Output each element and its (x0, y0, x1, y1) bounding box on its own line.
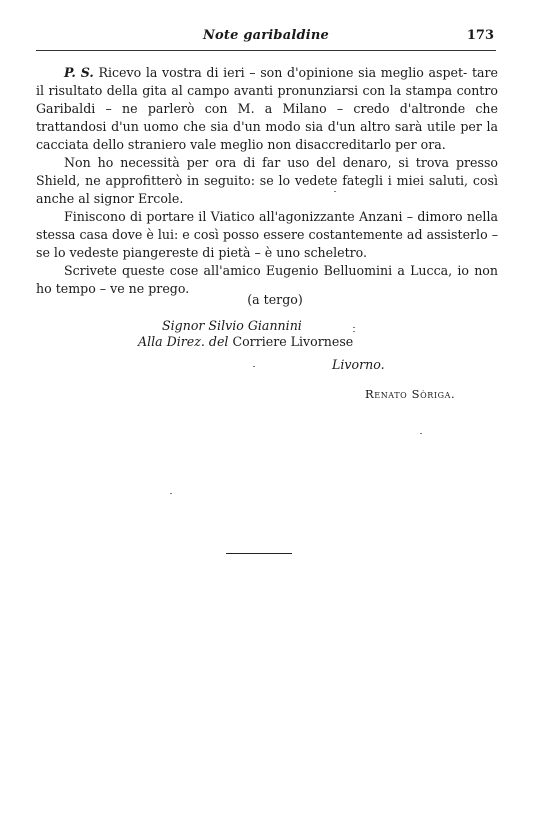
running-title: Note garibaldine (202, 28, 330, 43)
address-direz: Alla Direz. del (138, 334, 229, 349)
print-speck (253, 366, 255, 367)
verso-label: (a tergo) (247, 292, 303, 307)
paragraph-denaro (36, 154, 498, 208)
text-line: non ho tempo – ve ne prego. (36, 263, 498, 296)
text-line: Scrivete queste cose all'amico Eugenio Belluomini a Lucca, io (64, 263, 469, 278)
paragraph-anzani (36, 208, 498, 262)
page-header (36, 28, 496, 48)
print-speck (353, 331, 355, 332)
text-line: così anche al signor Ercole. (36, 173, 498, 206)
text-line: assisterlo – se lo vedeste piangereste di pietà – è uno scheletro. (36, 227, 499, 260)
paragraph-ps (36, 64, 498, 154)
text-line: trattandosi d'un uomo che sia d'un modo sia d'un altro sarà utile (36, 119, 456, 134)
address-city: Livorno. (332, 357, 385, 372)
print-speck (353, 327, 355, 328)
address-paper-name: Corriere Livornese (228, 334, 354, 349)
text-line: Non ho necessità per ora di far uso del denaro, si trova presso (64, 155, 498, 170)
text-line: tare il risultato della gita al campo avanti pronunziarsi con la stampa (36, 65, 498, 98)
header-rule (36, 50, 496, 51)
text-line: contro Garibaldi – ne parlerò con M. a Milano – credo d'altronde che (36, 83, 498, 116)
letter-body (36, 64, 498, 298)
address-recipient: Signor Silvio Giannini (162, 318, 302, 333)
text-line: nella stessa casa dove è lui: e così posso essere costantemente ad (36, 209, 498, 242)
address-newspaper (138, 334, 353, 349)
print-speck (334, 191, 336, 192)
text-line: per la cacciata dello straniero vale meglio non disaccreditarlo per ora. (36, 119, 498, 152)
print-speck (420, 433, 422, 434)
page-number: 173 (466, 28, 494, 43)
text-line: Shield, ne approfitterò in seguito: se lo vedete fategli i miei saluti, (36, 173, 469, 188)
text-line: Finiscono di portare il Viatico all'agonizzante Anzani – dimoro (64, 209, 463, 224)
end-rule (226, 553, 292, 554)
signature: Renato Sòriga. (365, 387, 456, 401)
print-speck (170, 493, 172, 494)
ps-label: P. S. (64, 65, 94, 80)
text-line: Ricevo la vostra di ieri – son d'opinione sia meglio aspet- (98, 65, 468, 80)
